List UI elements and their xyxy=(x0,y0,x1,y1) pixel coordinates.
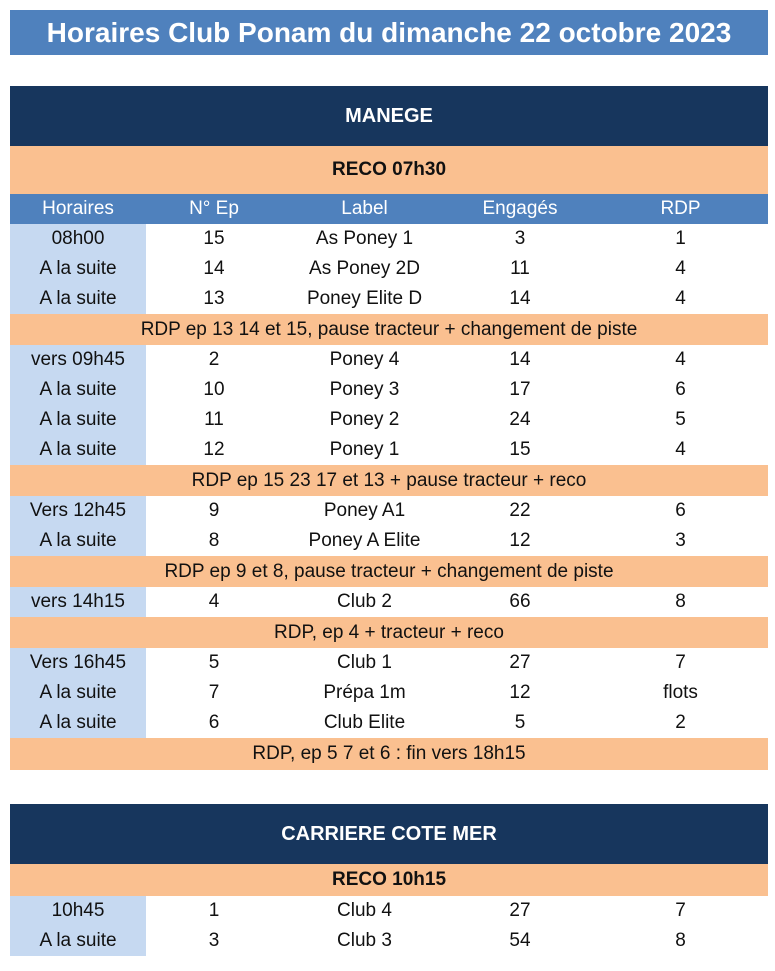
column-headers xyxy=(10,194,768,224)
cell-rdp: 6 xyxy=(675,500,686,521)
cell-horaire: A la suite xyxy=(10,254,146,284)
cell-label: Club Elite xyxy=(323,712,406,733)
col-rdp: RDP xyxy=(660,198,701,219)
cell-label: Poney A1 xyxy=(323,500,406,521)
cell-num-ep: 7 xyxy=(208,682,220,703)
cell-num-ep: 4 xyxy=(208,591,220,612)
manege-section xyxy=(10,86,768,770)
cell-engages: 66 xyxy=(509,591,531,612)
cell-rdp: 4 xyxy=(675,258,686,279)
cell-engages: 24 xyxy=(509,409,531,430)
cell-horaire: A la suite xyxy=(10,435,146,465)
table-row xyxy=(10,405,768,435)
table-row xyxy=(10,375,768,405)
table-row xyxy=(10,435,768,465)
cell-horaire: A la suite xyxy=(10,284,146,314)
end-note: RDP, ep 5 7 et 6 : fin vers 18h15 xyxy=(10,738,768,770)
table-row xyxy=(10,224,768,254)
cell-label: Poney 2 xyxy=(329,409,400,430)
cell-horaire: Vers 16h45 xyxy=(10,648,146,678)
cell-engages: 14 xyxy=(509,349,531,370)
cell-num-ep: 12 xyxy=(203,439,225,460)
break-note: RDP ep 9 et 8, pause tracteur + changement de piste xyxy=(10,556,768,587)
cell-label: Poney Elite D xyxy=(306,288,423,309)
cell-horaire: vers 14h15 xyxy=(10,587,146,617)
cell-horaire: A la suite xyxy=(10,678,146,708)
cell-horaire: Vers 12h45 xyxy=(10,496,146,526)
cell-horaire: A la suite xyxy=(10,405,146,435)
cell-label: Club 2 xyxy=(337,591,392,612)
cell-engages: 3 xyxy=(514,228,526,249)
cell-num-ep: 13 xyxy=(203,288,225,309)
cell-num-ep: 3 xyxy=(208,930,220,951)
cell-horaire: A la suite xyxy=(10,708,146,738)
cell-num-ep: 10 xyxy=(203,379,225,400)
cell-engages: 14 xyxy=(509,288,531,309)
break-note: RDP, ep 4 + tracteur + reco xyxy=(10,617,768,648)
col-engages: Engagés xyxy=(482,198,558,219)
cell-rdp: 1 xyxy=(675,228,686,249)
cell-rdp: 5 xyxy=(675,409,686,430)
cell-num-ep: 14 xyxy=(203,258,225,279)
carriere-section xyxy=(10,804,768,956)
cell-label: Poney 3 xyxy=(329,379,400,400)
cell-engages: 15 xyxy=(509,439,531,460)
cell-rdp: 7 xyxy=(675,900,686,921)
table-row xyxy=(10,648,768,678)
break-note: RDP ep 13 14 et 15, pause tracteur + changement de piste xyxy=(10,314,768,345)
cell-rdp: 3 xyxy=(675,530,686,551)
cell-horaire: 08h00 xyxy=(10,224,146,254)
cell-num-ep: 11 xyxy=(204,409,224,430)
cell-rdp: 4 xyxy=(675,288,686,309)
col-label: Label xyxy=(341,198,388,219)
cell-label: As Poney 2D xyxy=(309,258,420,279)
cell-engages: 17 xyxy=(509,379,531,400)
cell-label: Club 4 xyxy=(337,900,392,921)
table-row xyxy=(10,284,768,314)
cell-num-ep: 8 xyxy=(208,530,220,551)
carriere-header: CARRIERE COTE MER xyxy=(10,804,768,864)
cell-label: Poney 4 xyxy=(329,349,400,370)
cell-rdp: 4 xyxy=(675,439,686,460)
manege-reco: RECO 07h30 xyxy=(10,146,768,194)
table-row xyxy=(10,708,768,738)
cell-engages: 5 xyxy=(514,712,526,733)
table-row xyxy=(10,678,768,708)
cell-label: Club 3 xyxy=(337,930,392,951)
cell-engages: 12 xyxy=(509,682,531,703)
cell-rdp: 4 xyxy=(675,349,686,370)
cell-rdp: flots xyxy=(663,682,698,703)
carriere-reco: RECO 10h15 xyxy=(10,864,768,896)
cell-label: Poney 1 xyxy=(329,439,400,460)
table-row xyxy=(10,254,768,284)
table-row xyxy=(10,345,768,375)
cell-label: Poney A Elite xyxy=(308,530,421,551)
table-row xyxy=(10,496,768,526)
cell-engages: 11 xyxy=(510,258,530,279)
table-row xyxy=(10,896,768,926)
cell-engages: 12 xyxy=(509,530,531,551)
table-row xyxy=(10,587,768,617)
cell-engages: 22 xyxy=(509,500,531,521)
cell-engages: 27 xyxy=(509,900,531,921)
cell-engages: 27 xyxy=(509,652,531,673)
cell-num-ep: 5 xyxy=(208,652,220,673)
table-row xyxy=(10,926,768,956)
cell-rdp: 6 xyxy=(675,379,686,400)
cell-horaire: vers 09h45 xyxy=(10,345,146,375)
cell-num-ep: 6 xyxy=(208,712,220,733)
manege-header: MANEGE xyxy=(10,86,768,146)
cell-rdp: 2 xyxy=(675,712,686,733)
table-row xyxy=(10,526,768,556)
cell-engages: 54 xyxy=(509,930,531,951)
cell-label: Prépa 1m xyxy=(323,682,406,703)
cell-horaire: A la suite xyxy=(10,926,146,956)
page-title: Horaires Club Ponam du dimanche 22 octobre 2023 xyxy=(10,10,768,55)
cell-num-ep: 15 xyxy=(203,228,225,249)
cell-rdp: 8 xyxy=(675,591,686,612)
col-num-ep: N° Ep xyxy=(189,198,239,219)
cell-num-ep: 9 xyxy=(208,500,220,521)
break-note: RDP ep 15 23 17 et 13 + pause tracteur + reco xyxy=(10,465,768,496)
cell-horaire: A la suite xyxy=(10,375,146,405)
cell-rdp: 8 xyxy=(675,930,686,951)
cell-rdp: 7 xyxy=(675,652,686,673)
cell-label: Club 1 xyxy=(337,652,392,673)
cell-num-ep: 1 xyxy=(208,900,220,921)
col-horaires: Horaires xyxy=(10,194,146,224)
cell-horaire: 10h45 xyxy=(10,896,146,926)
cell-num-ep: 2 xyxy=(208,349,220,370)
cell-horaire: A la suite xyxy=(10,526,146,556)
cell-label: As Poney 1 xyxy=(315,228,414,249)
